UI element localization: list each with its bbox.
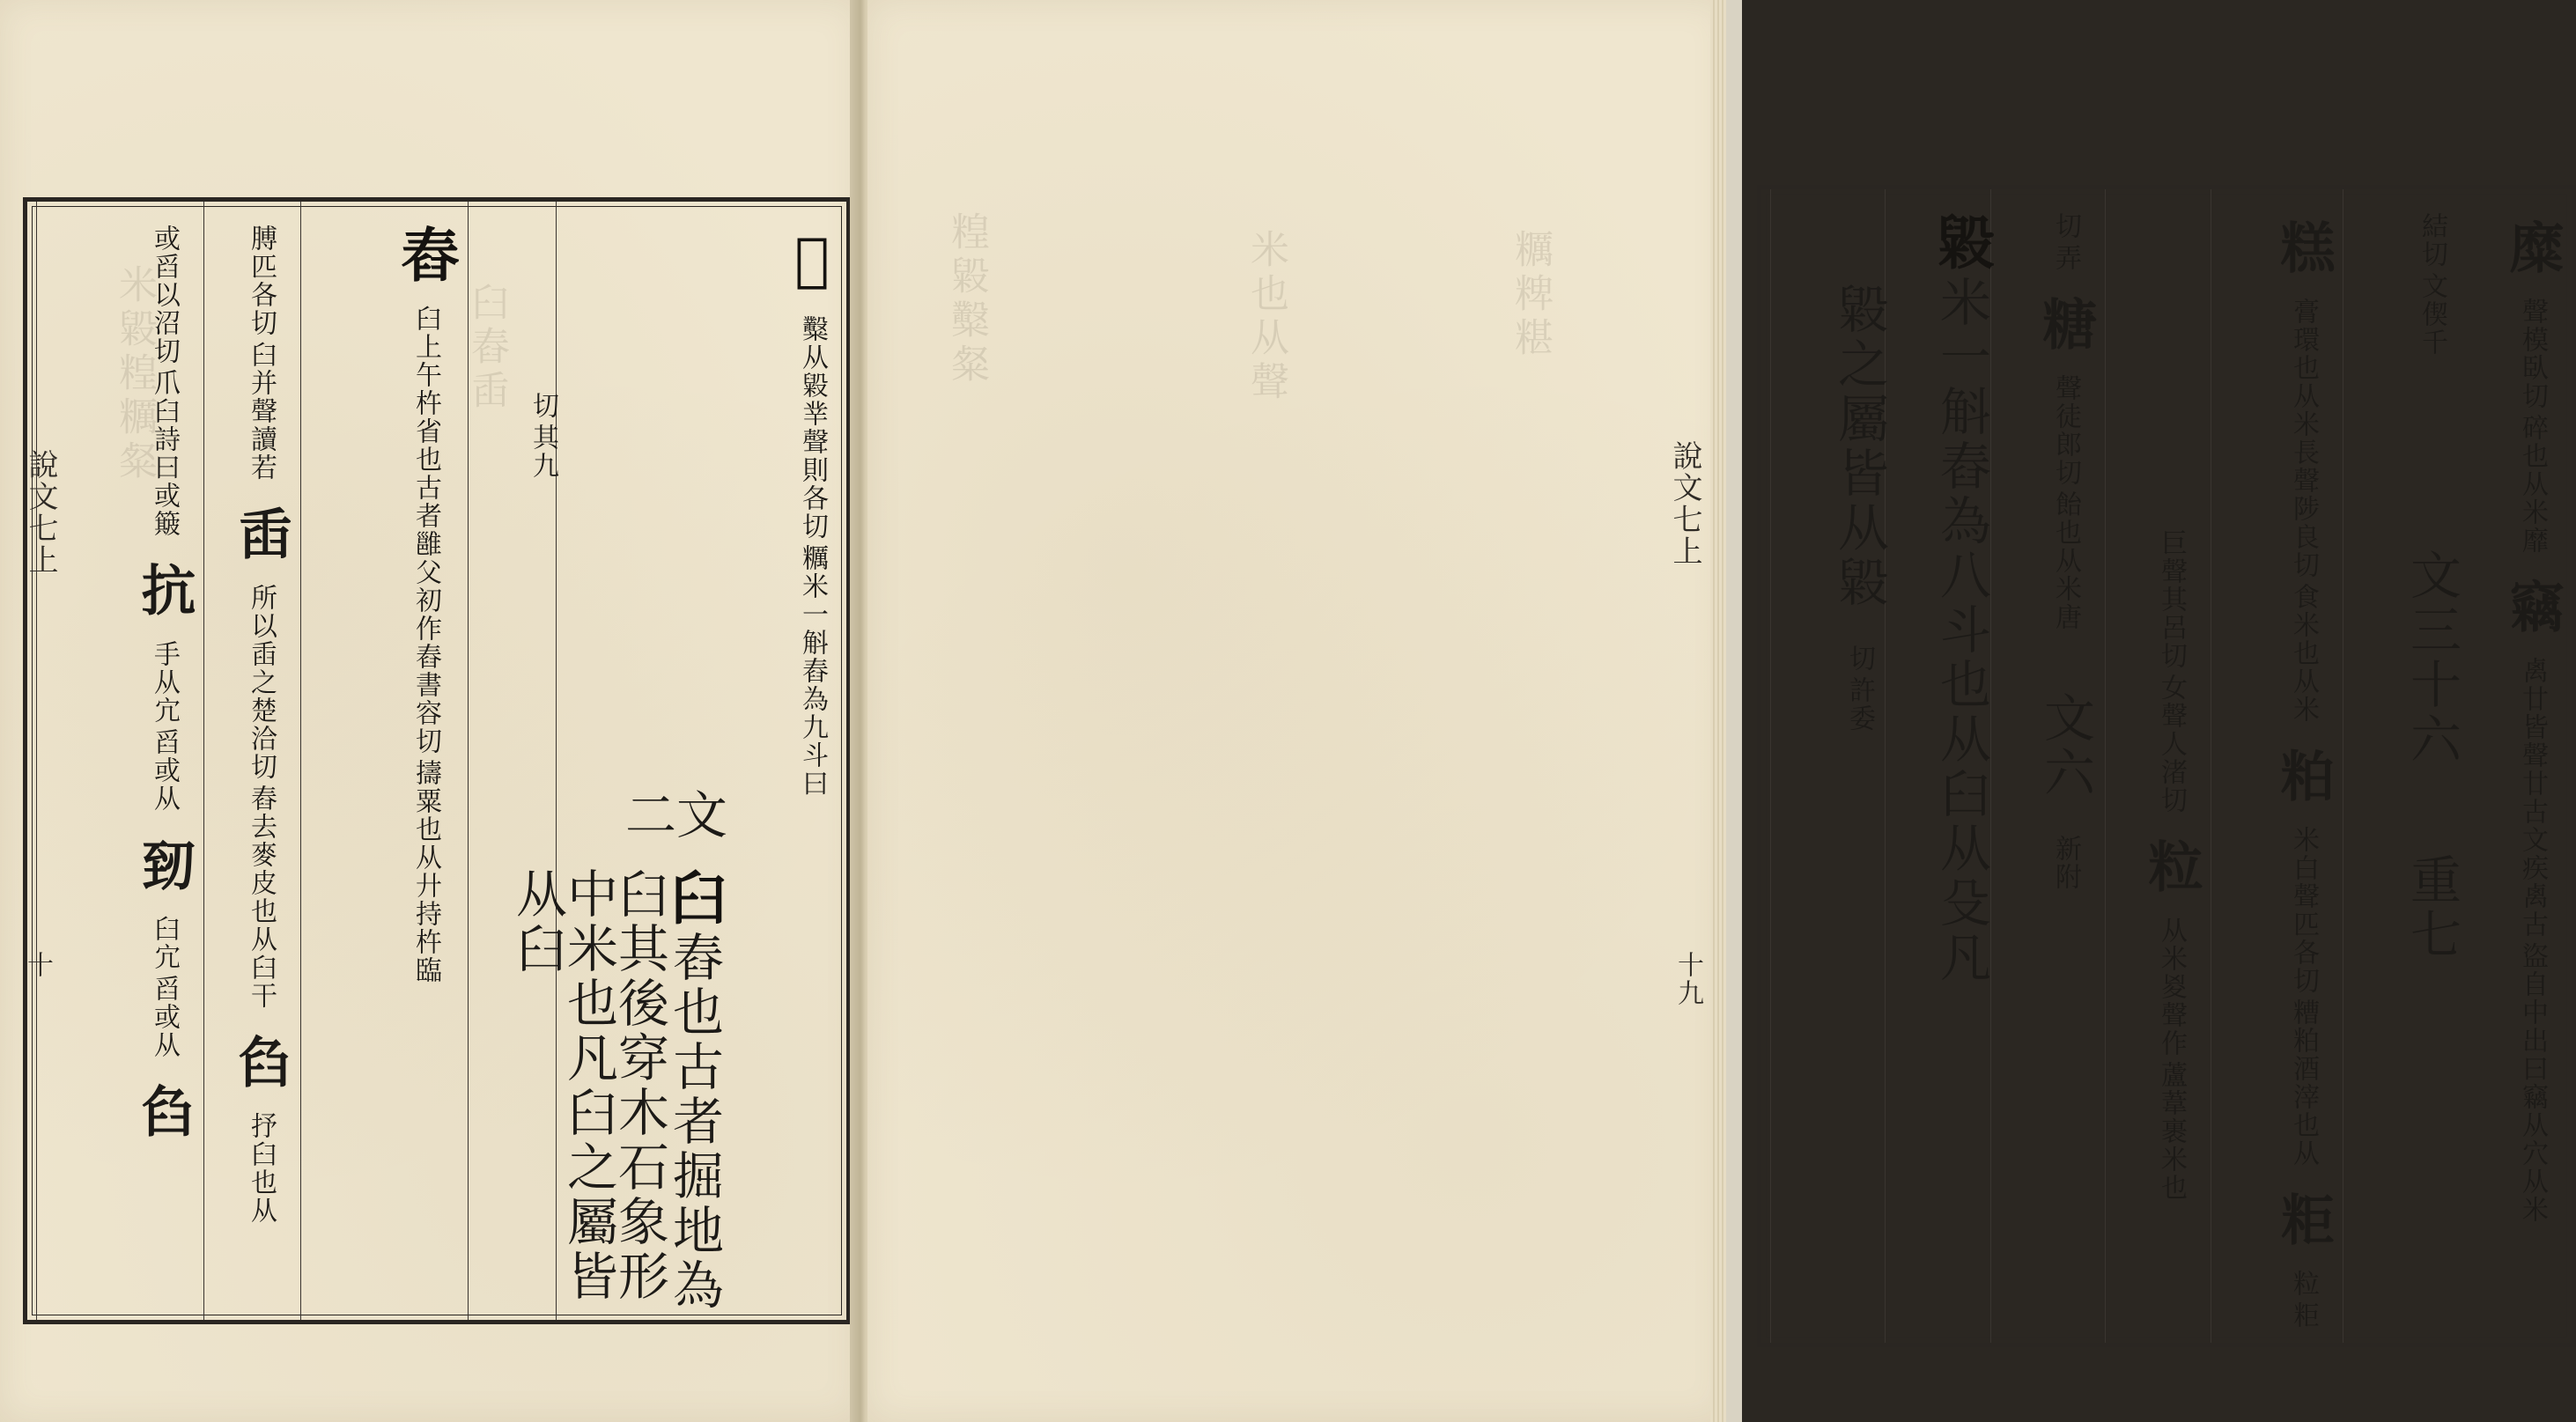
annotation-left: 切 xyxy=(2050,212,2081,240)
annotation-left: 从米㚇聲作 xyxy=(2156,917,2187,1057)
seal-character: 臼 xyxy=(660,867,728,931)
seal-character: 臽 xyxy=(132,1083,196,1138)
page-edges xyxy=(1710,0,1726,1422)
annotation xyxy=(149,640,180,813)
annotation xyxy=(149,225,180,538)
annotation-left: 糳从毇丵聲則各切 xyxy=(797,315,828,541)
annotation xyxy=(412,305,439,984)
right-page xyxy=(867,0,2565,1422)
annotation-right: 飴也从米唐 xyxy=(2050,490,2081,631)
seal-character: 糜 xyxy=(2500,219,2565,274)
seal-character: 舂 xyxy=(391,225,460,288)
column-1 xyxy=(723,202,846,1320)
annotation-left: 結切 xyxy=(2417,212,2447,269)
column-6 xyxy=(1885,189,1996,1343)
column-4 xyxy=(300,202,468,1320)
seal-character: 糖 xyxy=(2033,296,2098,350)
count-label: 文六 xyxy=(2035,691,2095,800)
margin-title: 說文七上 xyxy=(1667,440,1702,567)
annotation-right: 糟粕酒滓也从 xyxy=(2288,998,2319,1168)
right-frame xyxy=(1757,185,2576,1347)
annotation xyxy=(2288,1270,2319,1330)
bleed-through-text: 糲粺糂 xyxy=(1508,229,1553,361)
main-text: 米一斛舂為八斗也从臼从殳凡 xyxy=(1931,276,1991,985)
column-3 xyxy=(2211,189,2343,1343)
annotation-right: 擣粟也从廾持杵臨 xyxy=(410,759,441,984)
annotation xyxy=(2156,212,2187,814)
bleed-through-text: 䊗毇糳粲 xyxy=(944,211,989,387)
annotation xyxy=(797,315,828,798)
annotation-left: 臼宂 xyxy=(149,915,180,971)
annotation-right: 舀或从 xyxy=(149,975,180,1059)
margin-page-number: 十 xyxy=(22,951,53,979)
annotation-right: 女聲人渚切 xyxy=(2156,674,2187,814)
column-6 xyxy=(36,202,203,1320)
annotation-left: 手从宂 xyxy=(149,640,180,725)
seal-character: 𣀩 xyxy=(778,225,846,298)
annotation-left: 切 xyxy=(1844,645,1875,673)
annotation-right: 爪臼詩曰或簸 xyxy=(149,369,180,538)
column-2 xyxy=(2343,189,2462,1343)
column-1 xyxy=(2457,189,2572,1343)
column-3 xyxy=(468,202,556,1320)
annotation xyxy=(529,225,556,480)
column-5 xyxy=(203,202,300,1320)
annotation-left: 粒 xyxy=(2288,1270,2319,1298)
annotation xyxy=(2156,917,2187,1202)
annotation xyxy=(2288,298,2319,724)
bleed-through-text: 米也从聲 xyxy=(1244,229,1288,405)
annotation-right: 舀或从 xyxy=(149,728,180,813)
main-text: 舂也古者掘地為臼其後穿木石象形中米也凡臼之屬皆从臼 xyxy=(507,867,724,1313)
bleed-through-text: 米毇䊗糲粲 xyxy=(112,264,157,484)
seal-character: 臿 xyxy=(229,505,293,560)
annotation-left: 禼廿皆聲廿古文疾禼古 xyxy=(2517,657,2548,939)
column-5 xyxy=(1990,189,2105,1343)
annotation xyxy=(2418,212,2445,357)
annotation xyxy=(2517,657,2548,1224)
annotation-right: 蘆葦裹米也 xyxy=(2156,1061,2187,1202)
seal-character: 抗 xyxy=(132,562,196,616)
annotation-left: 米白聲匹各切 xyxy=(2288,826,2319,995)
seal-character: 糕 xyxy=(2271,219,2336,274)
annotation-right: 碎也从米靡 xyxy=(2517,414,2548,555)
annotation xyxy=(246,225,277,482)
annotation-right: 其九 xyxy=(528,424,558,480)
annotation xyxy=(2288,826,2319,1168)
column-4 xyxy=(2105,189,2211,1343)
main-text: 毇之屬皆从毇 xyxy=(1829,283,1889,610)
seal-character: 竊 xyxy=(2500,578,2565,633)
annotation-left: 聲徒郎切 xyxy=(2050,374,2081,487)
annotation xyxy=(2050,374,2081,631)
left-page xyxy=(0,0,859,1422)
annotation-left: 所以臿之楚洽切 xyxy=(246,584,277,781)
margin-page-number: 十九 xyxy=(1672,951,1703,1007)
new-appendix-label: 新附 xyxy=(2050,835,2081,891)
annotation-left: 膏環也从米長聲陟良切 xyxy=(2288,298,2319,579)
seal-character: 粒 xyxy=(2139,838,2203,893)
annotation-right: 臼并聲讀若 xyxy=(246,341,277,482)
count-label: 文三十六 xyxy=(2402,549,2462,767)
annotation-left: 膊匹各切 xyxy=(246,225,277,337)
bleed-through-text: 臼舂臿 xyxy=(464,282,509,414)
annotation xyxy=(2517,298,2548,555)
count-label: 文二 xyxy=(616,788,727,843)
annotation-left: 或舀以沼切 xyxy=(149,225,180,365)
annotation-right: 盜自中出曰竊从穴从米 xyxy=(2517,942,2548,1224)
annotation-right: 舂去麥皮也从臼干 xyxy=(246,785,277,1010)
annotation-right: 粔 xyxy=(2288,1301,2319,1330)
seal-character: 臽 xyxy=(229,1034,293,1088)
annotation-left: 臼上午杵省也古者雝父初作舂書容切 xyxy=(410,305,441,755)
annotation-left: 聲模臥切 xyxy=(2517,298,2548,410)
annotation-left: 巨聲其呂切 xyxy=(2156,529,2187,670)
annotation-left: 切 xyxy=(528,392,558,420)
count-label: 重七 xyxy=(2402,853,2462,962)
annotation xyxy=(149,915,180,1059)
annotation-right: 食米也从米 xyxy=(2288,583,2319,724)
annotation: 抒臼也从 xyxy=(246,1112,277,1225)
annotation-right: 許委 xyxy=(1844,676,1875,733)
seal-character: 粕 xyxy=(2271,748,2336,802)
seal-character: 毇 xyxy=(1927,212,1996,276)
seal-character: 粔 xyxy=(2271,1191,2336,1246)
annotation-right: 文偰千 xyxy=(2417,272,2447,357)
annotation xyxy=(2050,212,2081,272)
left-frame xyxy=(23,197,851,1324)
margin-title: 說文七上 xyxy=(23,449,58,576)
column-7 xyxy=(1770,189,1889,1343)
annotation-right: 弄 xyxy=(2050,244,2081,272)
annotation-right: 糲米一斛舂為九斗曰 xyxy=(797,544,828,798)
annotation xyxy=(1844,627,1875,733)
annotation xyxy=(246,584,277,1010)
seal-character: 䑒 xyxy=(132,836,196,891)
